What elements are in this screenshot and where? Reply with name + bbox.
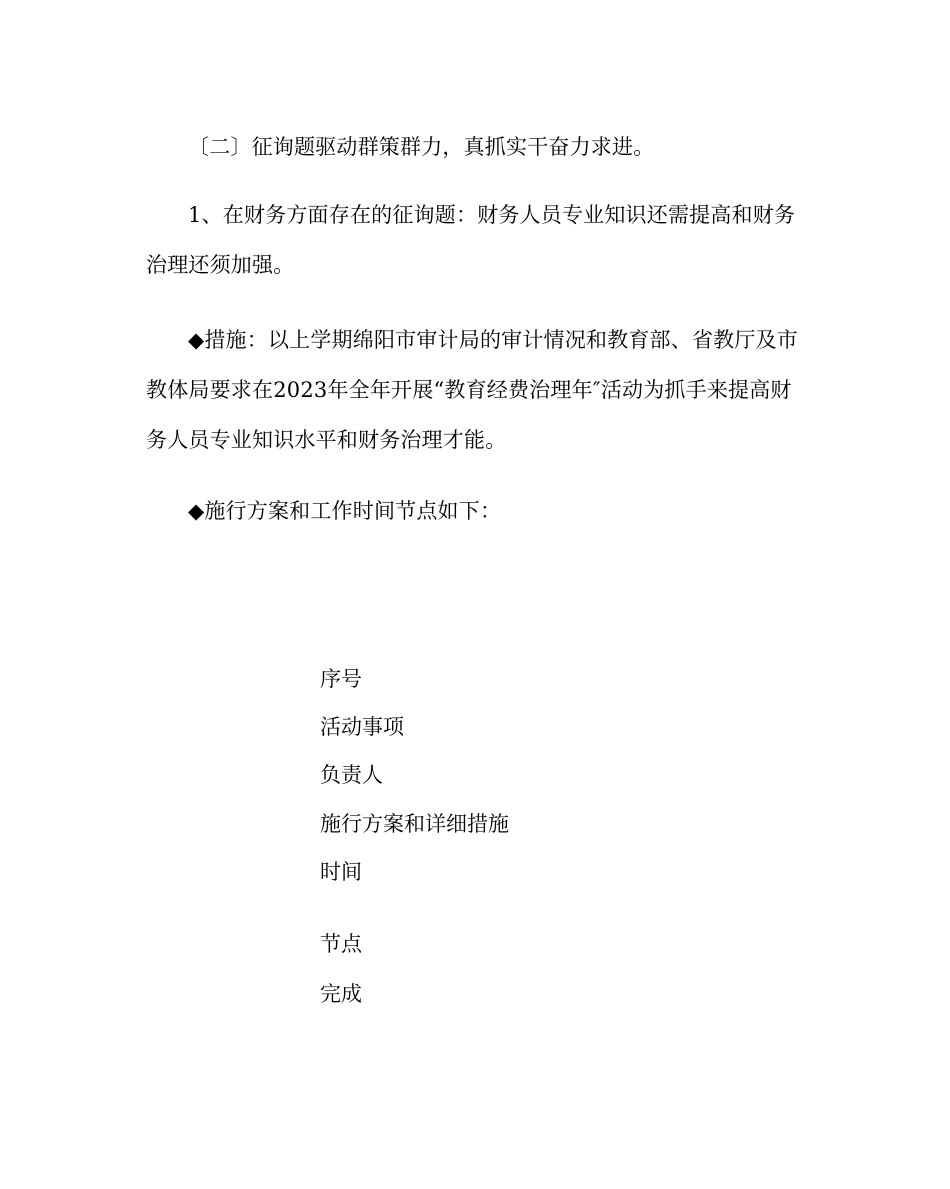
table-header-time: 时间	[320, 860, 362, 884]
section-heading: 〔二〕征询题驱动群策群力，真抓实干奋力求进。	[188, 135, 655, 159]
paragraph-finance-issue: 1、在财务方面存在的征询题：财务人员专业知识还需提高和财务治理还须加强。	[146, 203, 796, 277]
table-header-seq: 序号	[320, 667, 362, 691]
table-header-activity: 活动事项	[320, 715, 404, 739]
table-header-done: 完成	[320, 982, 362, 1006]
paragraph-plan-intro: ◆施行方案和工作时间节点如下：	[188, 499, 502, 523]
table-header-owner: 负责人	[320, 763, 383, 787]
table-header-node: 节点	[320, 932, 362, 956]
table-header-plan-detail: 施行方案和详细措施	[320, 812, 509, 836]
paragraph-measures: ◆措施：以上学期绵阳市审计局的审计情况和教育部、省教厅及市教体局要求在2023年全年开展“教育经费治理年″活动为抓手来提高财务人员专业知识水平和财务治理才能。	[146, 328, 798, 452]
